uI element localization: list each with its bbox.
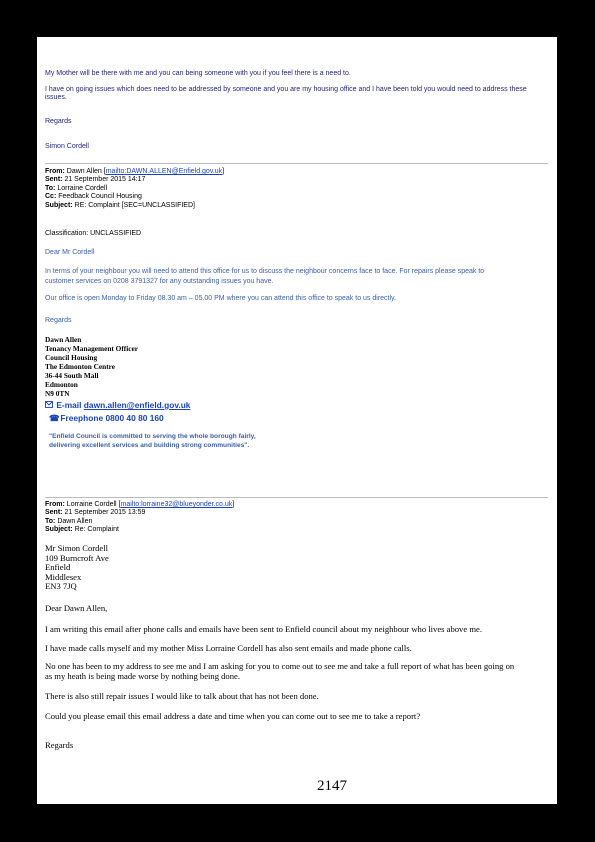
lorraine-para4: There is also still repair issues I would like to talk about that has not been done. xyxy=(45,691,319,701)
envelope-icon xyxy=(45,400,54,410)
document-page xyxy=(37,37,557,804)
divider-2 xyxy=(45,497,548,498)
dawn-phone-row: ☎ Freephone 0800 40 80 160 xyxy=(49,413,164,423)
dawn-signature-block: Dawn Allen Tenancy Management Officer Council Housing The Edmonton Centre 36-44 South Mall Edmonton N9 0TN xyxy=(45,335,138,398)
lorraine-para1: I am writing this email after phone calls and emails have been sent to Enfield council about my neighbour who lives above me. xyxy=(45,624,482,634)
top-regards: Regards xyxy=(45,118,72,125)
divider-1 xyxy=(45,163,548,164)
top-para2: I have on going issues which does need to be addressed by someone and you are my housing office and I have been told you would need to address these issues. xyxy=(45,86,527,102)
dawn-para2: Our office is open Monday to Friday 08.30 am – 05.00 PM where you can attend this office to speak to us directly. xyxy=(45,295,396,302)
dawn-email-row: E-mail dawn.allen@enfield.gov.uk xyxy=(45,400,190,410)
sender-address: Mr Simon Cordell 109 Burncroft Ave Enfield Middlesex EN3 7JQ xyxy=(45,543,109,592)
top-signature: Simon Cordell xyxy=(45,143,89,150)
dawn-greeting: Dear Mr Cordell xyxy=(45,249,95,256)
dawn-mailto-link[interactable]: mailto:DAWN.ALLEN@Enfield.gov.uk xyxy=(105,168,223,175)
lorraine-para5: Could you please email this email address a date and time when you can come out to see me to take a report? xyxy=(45,711,421,721)
dawn-regards: Regards xyxy=(45,317,72,324)
top-line1: My Mother will be there with me and you can being someone with you if you feel there is a need to. xyxy=(45,70,351,77)
lorraine-para3: No one has been to my address to see me and I am asking for you to come out to see me and take a full report of what has been going on as my heath is being made worse by nothing being done. xyxy=(45,661,515,681)
lorraine-para2: I have made calls myself and my mother Miss Lorraine Cordell has also sent emails and made phone calls. xyxy=(45,643,412,653)
lorraine-greeting: Dear Dawn Allen, xyxy=(45,603,108,613)
telephone-icon: ☎ xyxy=(49,413,60,423)
page-number: 2147 xyxy=(317,778,347,794)
dawn-header: From: Dawn Allen [mailto:DAWN.ALLEN@Enfield.gov.uk] Sent: 21 September 2015 14:17 To: Lorraine Cordell Cc: Feedback Council Housing Subject: RE: Complaint [SEC=UNCLASSIFIED] xyxy=(45,168,225,209)
lorraine-header: From: Lorraine Cordell [mailto:lorraine32@blueyonder.co.uk] Sent: 21 September 2015 13:59 To: Dawn Allen Subject: Re: Complaint xyxy=(45,501,235,534)
dawn-email-link[interactable]: dawn.allen@enfield.gov.uk xyxy=(83,400,191,410)
dawn-classification: Classification: UNCLASSIFIED xyxy=(45,230,142,237)
lorraine-regards: Regards xyxy=(45,740,74,750)
council-motto: "Enfield Council is committed to serving the whole borough fairly, delivering excellent services and building strong communities". xyxy=(49,433,256,449)
dawn-para1: In terms of your neighbour you will need to attend this office for us to discuss the neighbour concerns face to face. For repairs please speak to customer services on 0208 3791327 for any outstanding issues you have. xyxy=(45,268,485,285)
lorraine-mailto-link[interactable]: mailto:lorraine32@blueyonder.co.uk xyxy=(120,501,233,508)
